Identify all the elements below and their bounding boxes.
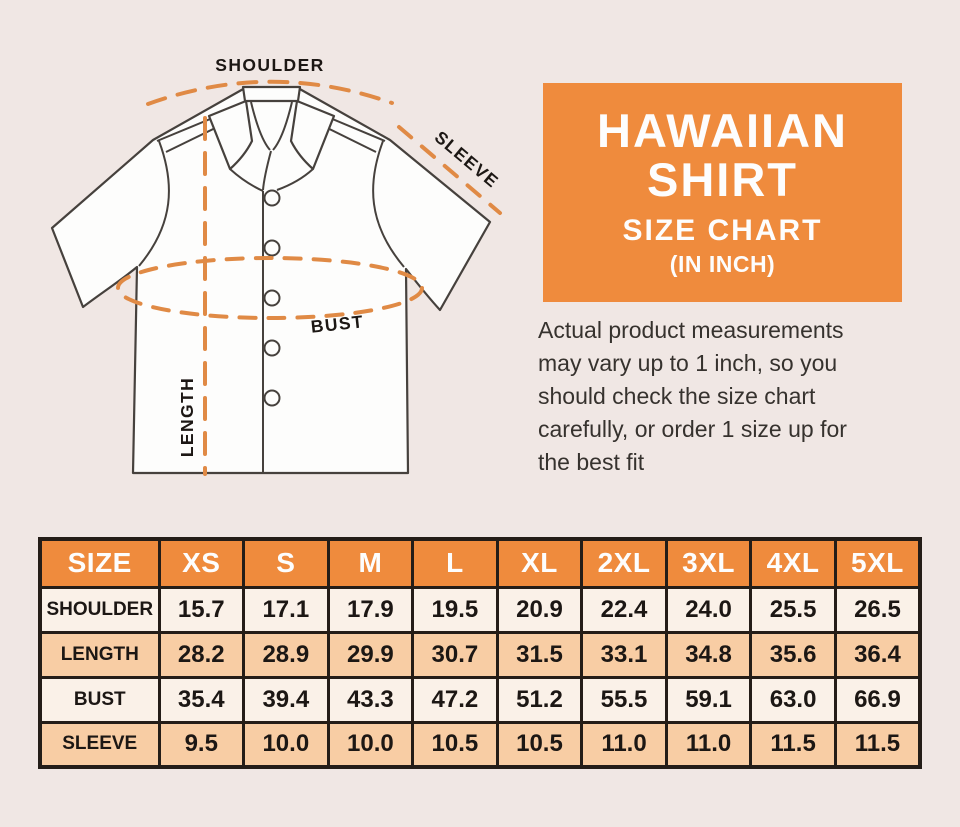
- panel-subtitle: SIZE CHART: [622, 214, 823, 248]
- column-header: 3XL: [666, 539, 751, 587]
- measurement-cell: 34.8: [666, 632, 751, 677]
- measurement-cell: 36.4: [835, 632, 920, 677]
- measurement-cell: 10.5: [497, 722, 582, 767]
- table-row: [40, 632, 920, 677]
- table-row: [40, 722, 920, 767]
- measurement-cell: 17.1: [244, 587, 329, 632]
- measurement-cell: 11.0: [582, 722, 667, 767]
- measurement-cell: 22.4: [582, 587, 667, 632]
- measurement-cell: 33.1: [582, 632, 667, 677]
- column-header: XS: [159, 539, 244, 587]
- measurement-cell: 11.0: [666, 722, 751, 767]
- measurement-cell: 20.9: [497, 587, 582, 632]
- measurement-cell: 39.4: [244, 677, 329, 722]
- measurement-cell: 30.7: [413, 632, 498, 677]
- measurement-cell: 10.0: [328, 722, 413, 767]
- column-header: 5XL: [835, 539, 920, 587]
- measurement-cell: 11.5: [751, 722, 836, 767]
- column-header: 2XL: [582, 539, 667, 587]
- table-row: [40, 587, 920, 632]
- measurement-cell: 29.9: [328, 632, 413, 677]
- row-label: BUST: [40, 677, 159, 722]
- measurement-cell: 51.2: [497, 677, 582, 722]
- measurement-cell: 19.5: [413, 587, 498, 632]
- measurement-cell: 15.7: [159, 587, 244, 632]
- measurement-cell: 47.2: [413, 677, 498, 722]
- column-header: XL: [497, 539, 582, 587]
- note-line: the best fit: [538, 449, 645, 475]
- row-label: SLEEVE: [40, 722, 159, 767]
- measurement-cell: 10.0: [244, 722, 329, 767]
- measurement-cell: 28.9: [244, 632, 329, 677]
- note-line: carefully, or order 1 size up for: [538, 416, 847, 442]
- row-label: SHOULDER: [40, 587, 159, 632]
- column-header: S: [244, 539, 329, 587]
- measurement-cell: 31.5: [497, 632, 582, 677]
- panel-title-line1: HAWAIIAN: [597, 103, 848, 157]
- measurement-cell: 17.9: [328, 587, 413, 632]
- note-line: may vary up to 1 inch, so you: [538, 350, 838, 376]
- title-panel: [543, 83, 902, 302]
- bust-label: BUST: [309, 311, 365, 337]
- length-label: LENGTH: [177, 376, 197, 458]
- table-header-row: [40, 539, 920, 587]
- column-header: L: [413, 539, 498, 587]
- shoulder-label: SHOULDER: [215, 55, 325, 75]
- measurement-cell: 35.4: [159, 677, 244, 722]
- measurement-cell: 43.3: [328, 677, 413, 722]
- sleeve-label: SLEEVE: [430, 126, 503, 192]
- measurement-cell: 11.5: [835, 722, 920, 767]
- note-line: Actual product measurements: [538, 317, 844, 343]
- measurement-cell: 66.9: [835, 677, 920, 722]
- shirt-outline: [52, 88, 490, 473]
- shirt-measurement-diagram: [0, 0, 540, 530]
- column-header: M: [328, 539, 413, 587]
- note-text: [538, 314, 930, 479]
- measurement-cell: 35.6: [751, 632, 836, 677]
- measurement-cell: 10.5: [413, 722, 498, 767]
- measurement-cell: 24.0: [666, 587, 751, 632]
- table-row: [40, 677, 920, 722]
- panel-unit: (IN INCH): [669, 251, 776, 278]
- panel-title-line2: SHIRT: [647, 152, 798, 206]
- measurement-cell: 26.5: [835, 587, 920, 632]
- row-label: LENGTH: [40, 632, 159, 677]
- measurement-cell: 55.5: [582, 677, 667, 722]
- measurement-cell: 25.5: [751, 587, 836, 632]
- note-line: should check the size chart: [538, 383, 816, 409]
- column-header: SIZE: [40, 539, 159, 587]
- measurement-cell: 59.1: [666, 677, 751, 722]
- measurement-cell: 28.2: [159, 632, 244, 677]
- measurement-cell: 63.0: [751, 677, 836, 722]
- column-header: 4XL: [751, 539, 836, 587]
- size-table: [38, 537, 922, 769]
- measurement-cell: 9.5: [159, 722, 244, 767]
